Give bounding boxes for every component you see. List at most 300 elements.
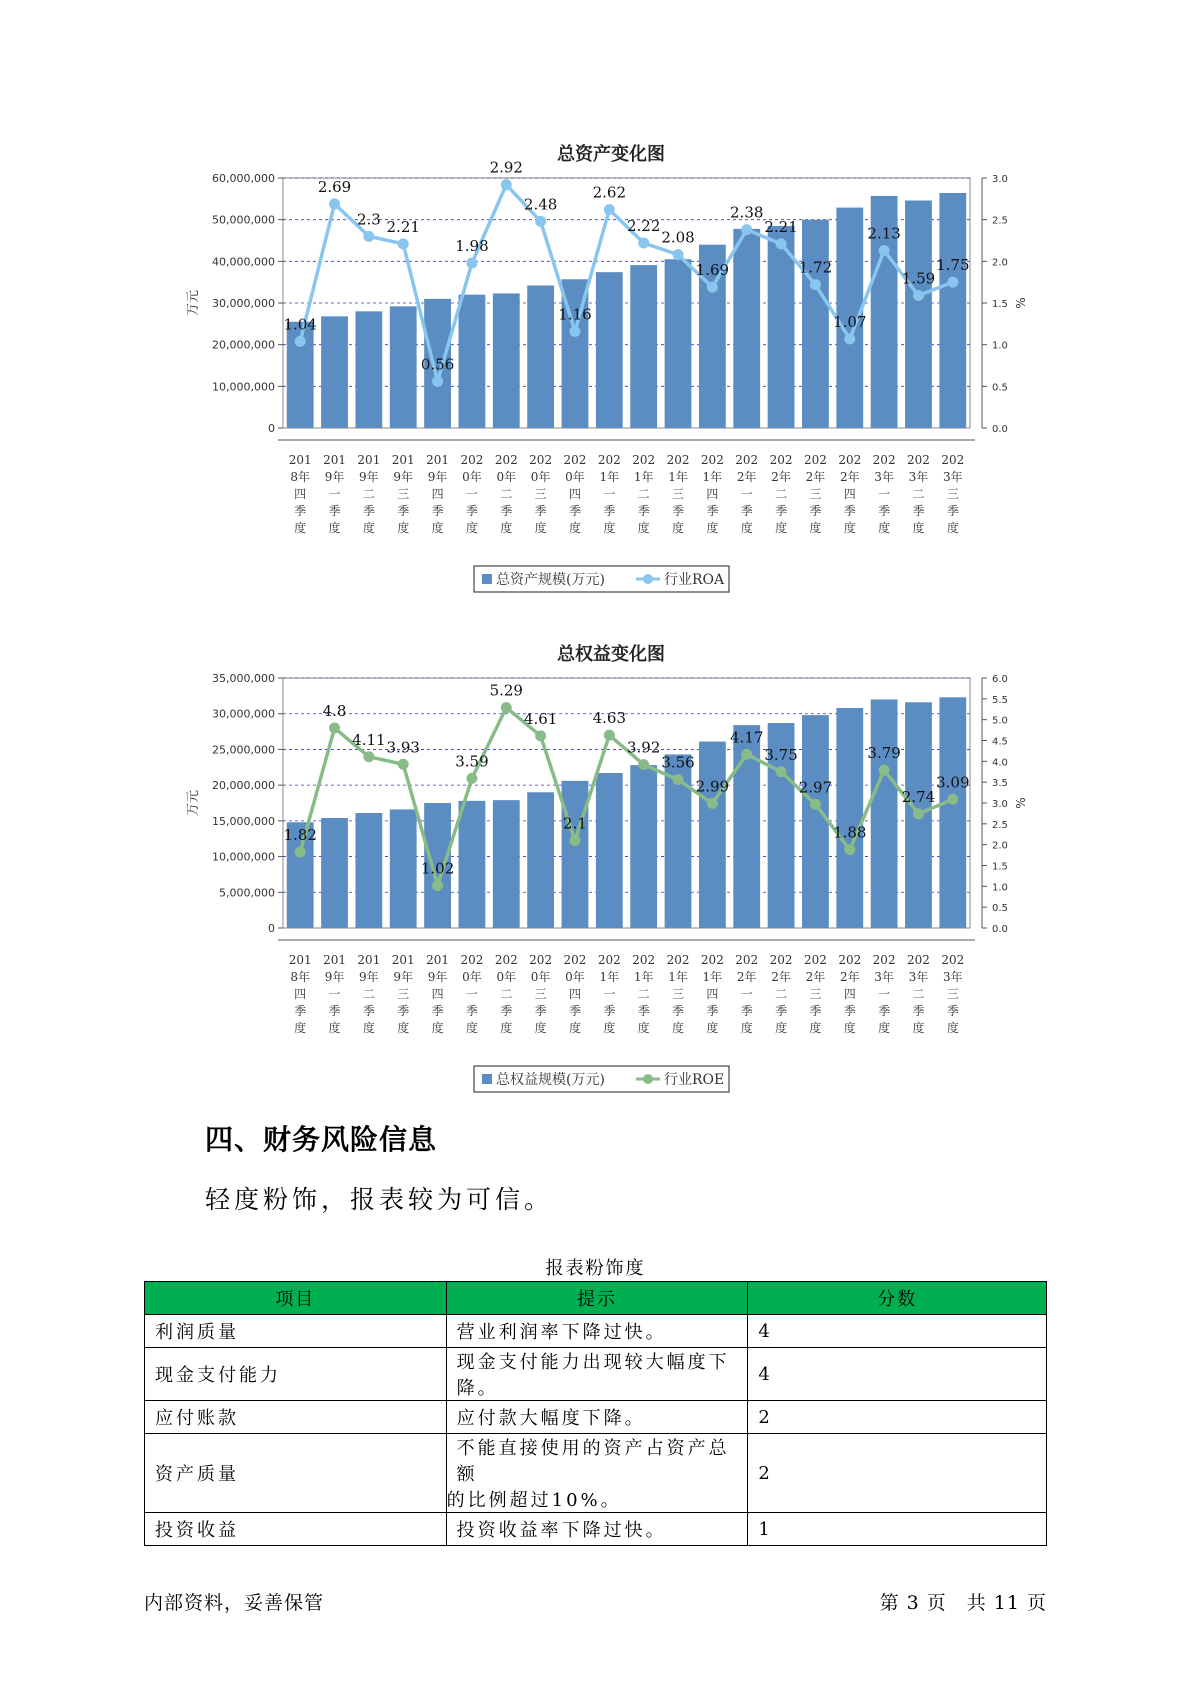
category-label bbox=[323, 453, 346, 535]
category-label-line: 度 bbox=[534, 521, 547, 535]
category-label-line: 202 bbox=[838, 953, 862, 967]
category-label-line: 季 bbox=[740, 1004, 753, 1018]
category-label-line: 三 bbox=[672, 987, 685, 1001]
line-point bbox=[466, 258, 477, 269]
category-label bbox=[357, 953, 380, 1035]
category-label bbox=[701, 953, 724, 1035]
category-label-line: 201 bbox=[288, 453, 312, 467]
line-point bbox=[844, 333, 855, 344]
cell-hint: 现金支付能力出现较大幅度下降。 bbox=[446, 1348, 748, 1401]
category-label-line: 三 bbox=[809, 487, 822, 501]
category-label-line: 3年 bbox=[943, 970, 963, 984]
category-label-line: 202 bbox=[666, 453, 690, 467]
bar bbox=[527, 792, 554, 928]
data-label: 2.74 bbox=[901, 787, 936, 806]
data-label: 3.75 bbox=[764, 745, 798, 764]
category-label-line: 2年 bbox=[771, 470, 791, 484]
category-label-line: 202 bbox=[494, 453, 518, 467]
cell-score: 1 bbox=[748, 1513, 1047, 1546]
category-label-line: 度 bbox=[672, 521, 685, 535]
bar bbox=[390, 809, 417, 928]
category-label-line: 三 bbox=[397, 987, 410, 1001]
cell-score: 4 bbox=[748, 1348, 1047, 1401]
category-label-line: 度 bbox=[362, 521, 375, 535]
category-label-line: 度 bbox=[706, 1021, 719, 1035]
category-label-line: 202 bbox=[632, 953, 656, 967]
category-label-line: 202 bbox=[529, 453, 553, 467]
category-label bbox=[804, 453, 827, 535]
line-point bbox=[810, 799, 821, 810]
category-label-line: 四 bbox=[843, 987, 856, 1001]
category-label-line: 季 bbox=[809, 1004, 822, 1018]
legend-line-marker bbox=[643, 1074, 653, 1084]
category-label-line: 季 bbox=[672, 504, 685, 518]
data-label: 1.16 bbox=[558, 305, 592, 324]
line-point bbox=[707, 798, 718, 809]
category-label-line: 202 bbox=[700, 453, 724, 467]
line-point bbox=[363, 751, 374, 762]
line-point bbox=[466, 773, 477, 784]
left-tick-label: 15,000,000 bbox=[212, 814, 275, 828]
category-label-line: 度 bbox=[637, 521, 650, 535]
category-label-line: 二 bbox=[362, 987, 375, 1001]
line-point bbox=[810, 279, 821, 290]
data-label: 2.21 bbox=[764, 217, 798, 236]
category-label-line: 度 bbox=[637, 1021, 650, 1035]
data-label: 4.61 bbox=[523, 709, 558, 728]
category-label-line: 二 bbox=[637, 487, 650, 501]
left-tick-label: 0 bbox=[268, 422, 275, 435]
category-label-line: 度 bbox=[946, 521, 959, 535]
right-tick-label: 1.0 bbox=[992, 882, 1008, 894]
category-label-line: 三 bbox=[397, 487, 410, 501]
category-label-line: 季 bbox=[878, 1004, 891, 1018]
left-tick-label: 5,000,000 bbox=[219, 886, 275, 900]
left-tick-label: 50,000,000 bbox=[212, 213, 275, 227]
category-label-line: 201 bbox=[323, 453, 346, 467]
data-label: 3.92 bbox=[626, 738, 661, 757]
category-label-line: 一 bbox=[328, 487, 341, 501]
category-label-line: 0年 bbox=[530, 470, 551, 484]
left-tick-label: 25,000,000 bbox=[212, 743, 275, 757]
category-label-line: 202 bbox=[700, 953, 724, 967]
category-label-line: 202 bbox=[597, 453, 621, 467]
left-tick-label: 35,000,000 bbox=[212, 672, 275, 685]
cell-hint: 应付款大幅度下降。 bbox=[446, 1401, 748, 1434]
bar bbox=[390, 306, 417, 428]
line-point bbox=[673, 249, 684, 260]
legend-line-label: 行业ROA bbox=[664, 572, 725, 588]
category-label-line: 度 bbox=[431, 1021, 444, 1035]
category-label-line: 9年 bbox=[359, 970, 379, 984]
cell-hint: 投资收益率下降过快。 bbox=[446, 1513, 748, 1546]
category-label-line: 三 bbox=[534, 487, 547, 501]
category-label-line: 二 bbox=[500, 487, 513, 501]
bar bbox=[802, 715, 829, 928]
table-row bbox=[145, 1434, 1047, 1513]
legend-bar-label: 总资产规模(万元) bbox=[496, 572, 605, 588]
data-label: 2.3 bbox=[356, 210, 381, 229]
data-label: 2.22 bbox=[626, 217, 661, 235]
category-label-line: 季 bbox=[775, 1004, 788, 1018]
category-label-line: 一 bbox=[328, 987, 341, 1001]
category-label-line: 9年 bbox=[427, 470, 448, 484]
cell-score: 2 bbox=[748, 1401, 1047, 1434]
category-label-line: 202 bbox=[632, 453, 656, 467]
category-label-line: 度 bbox=[294, 1021, 307, 1035]
category-label-line: 季 bbox=[362, 504, 375, 518]
footer-page-number: 第 3 页 共 11 页 bbox=[879, 1592, 1047, 1614]
line-point bbox=[604, 730, 615, 741]
line-point bbox=[432, 376, 443, 387]
category-label-line: 度 bbox=[740, 521, 753, 535]
data-label: 3.59 bbox=[455, 752, 489, 771]
cell-hint: 营业利润率下降过快。 bbox=[446, 1315, 748, 1348]
legend-line-label: 行业ROE bbox=[664, 1072, 725, 1088]
category-label bbox=[632, 953, 655, 1035]
table-caption: 报表粉饰度 bbox=[545, 1258, 646, 1279]
left-tick-label: 30,000,000 bbox=[212, 297, 275, 310]
right-tick-label: 1.5 bbox=[992, 299, 1008, 310]
category-label-line: 季 bbox=[328, 1004, 341, 1018]
category-label-line: 202 bbox=[941, 453, 965, 467]
bar bbox=[493, 800, 520, 928]
category-label-line: 季 bbox=[740, 504, 753, 518]
category-label-line: 季 bbox=[294, 1004, 307, 1018]
category-label-line: 度 bbox=[568, 1021, 581, 1035]
category-label-line: 202 bbox=[563, 953, 587, 967]
data-label: 4.8 bbox=[322, 702, 347, 720]
chart-total-assets bbox=[0, 130, 1191, 600]
category-label-line: 季 bbox=[809, 504, 822, 518]
category-label bbox=[667, 453, 690, 535]
category-label-line: 度 bbox=[465, 521, 478, 535]
line-point bbox=[535, 216, 546, 227]
category-label-line: 201 bbox=[323, 953, 346, 967]
right-tick-label: 2.0 bbox=[992, 840, 1008, 852]
data-label: 1.69 bbox=[695, 261, 730, 280]
category-label-line: 季 bbox=[706, 504, 719, 518]
category-label-line: 季 bbox=[568, 504, 581, 518]
category-label-line: 度 bbox=[775, 521, 788, 535]
category-label-line: 三 bbox=[672, 487, 685, 501]
category-label-line: 202 bbox=[735, 453, 759, 467]
chart-total-equity-svg bbox=[0, 630, 1191, 1100]
category-label bbox=[495, 953, 518, 1035]
line-point bbox=[638, 759, 649, 770]
category-label bbox=[323, 953, 346, 1035]
category-label-line: 季 bbox=[431, 504, 444, 518]
category-label bbox=[907, 953, 930, 1035]
category-label-line: 度 bbox=[809, 1021, 822, 1035]
category-label-line: 0年 bbox=[496, 470, 517, 484]
right-tick-label: 5.0 bbox=[992, 715, 1008, 727]
category-label bbox=[735, 453, 758, 535]
category-label-line: 3年 bbox=[874, 470, 894, 484]
chart-title: 总权益变化图 bbox=[557, 644, 665, 665]
category-label-line: 0年 bbox=[496, 970, 517, 984]
table-row bbox=[145, 1348, 1047, 1401]
legend-bar-swatch bbox=[482, 574, 492, 584]
category-label-line: 四 bbox=[843, 487, 856, 501]
category-label-line: 度 bbox=[500, 1021, 513, 1035]
category-label-line: 季 bbox=[946, 504, 959, 518]
category-label-line: 202 bbox=[907, 453, 930, 467]
table-row bbox=[145, 1315, 1047, 1348]
category-label bbox=[838, 953, 861, 1035]
data-label: 2.08 bbox=[661, 228, 695, 247]
category-label-line: 9年 bbox=[393, 970, 414, 984]
category-label-line: 二 bbox=[362, 487, 375, 501]
right-tick-label: 4.0 bbox=[992, 757, 1008, 769]
right-tick-label: 3.5 bbox=[992, 778, 1008, 790]
right-tick-label: 2.0 bbox=[992, 257, 1008, 269]
category-label-line: 二 bbox=[637, 987, 650, 1001]
category-label-line: 三 bbox=[534, 987, 547, 1001]
bar bbox=[459, 295, 486, 428]
right-tick-label: 2.5 bbox=[992, 819, 1008, 831]
bar bbox=[596, 272, 623, 428]
line-point bbox=[329, 198, 340, 209]
line-point bbox=[879, 245, 890, 256]
category-label-line: 2年 bbox=[736, 970, 757, 984]
bar bbox=[733, 229, 760, 428]
category-label-line: 四 bbox=[431, 487, 444, 501]
category-label-line: 一 bbox=[740, 987, 753, 1001]
category-label-line: 度 bbox=[603, 1021, 616, 1035]
bar bbox=[939, 697, 966, 928]
category-label-line: 季 bbox=[775, 504, 788, 518]
category-label-line: 202 bbox=[494, 953, 518, 967]
category-label bbox=[564, 453, 587, 535]
category-label-line: 三 bbox=[946, 987, 959, 1001]
category-label bbox=[426, 453, 449, 535]
bar bbox=[493, 293, 520, 428]
bar bbox=[562, 781, 589, 928]
category-label bbox=[357, 453, 380, 535]
category-label-line: 一 bbox=[603, 487, 616, 501]
category-label bbox=[701, 453, 724, 535]
right-tick-label: 4.5 bbox=[992, 736, 1008, 748]
category-label-line: 2年 bbox=[736, 470, 757, 484]
category-label-line: 一 bbox=[878, 987, 891, 1001]
line-point bbox=[295, 847, 306, 858]
line-point bbox=[673, 774, 684, 785]
category-label-line: 三 bbox=[946, 487, 959, 501]
category-label-line: 度 bbox=[946, 1021, 959, 1035]
right-axis-title: % bbox=[1014, 797, 1028, 809]
category-label-line: 202 bbox=[803, 953, 827, 967]
category-label-line: 季 bbox=[637, 504, 650, 518]
category-label bbox=[529, 953, 552, 1035]
category-label-line: 202 bbox=[460, 453, 484, 467]
data-label: 1.72 bbox=[798, 258, 833, 277]
category-label-line: 度 bbox=[912, 521, 925, 535]
category-label-line: 201 bbox=[426, 953, 450, 967]
category-label-line: 季 bbox=[431, 1004, 444, 1018]
line-point bbox=[879, 765, 890, 776]
category-label-line: 201 bbox=[426, 453, 450, 467]
category-label-line: 2年 bbox=[839, 470, 860, 484]
category-label-line: 季 bbox=[843, 1004, 856, 1018]
line-point bbox=[501, 702, 512, 713]
category-label-line: 8年 bbox=[290, 470, 310, 484]
category-label bbox=[804, 953, 827, 1035]
category-label-line: 3年 bbox=[908, 970, 929, 984]
category-label-line: 二 bbox=[775, 487, 788, 501]
data-label: 2.48 bbox=[523, 195, 558, 214]
category-label-line: 1年 bbox=[702, 970, 723, 984]
category-label-line: 一 bbox=[465, 487, 478, 501]
category-label-line: 季 bbox=[465, 504, 478, 518]
legend-bar-swatch bbox=[482, 1074, 492, 1084]
category-label bbox=[460, 453, 483, 535]
data-label: 2.13 bbox=[867, 224, 901, 243]
section-summary: 轻度粉饰，报表较为可信。 bbox=[205, 1185, 554, 1214]
category-label bbox=[735, 953, 758, 1035]
category-label bbox=[632, 453, 655, 535]
bar bbox=[355, 813, 382, 928]
cell-score: 4 bbox=[748, 1315, 1047, 1348]
category-label-line: 度 bbox=[294, 521, 307, 535]
category-label-line: 2年 bbox=[771, 970, 791, 984]
category-label-line: 季 bbox=[500, 1004, 513, 1018]
category-label-line: 季 bbox=[568, 1004, 581, 1018]
bar bbox=[836, 708, 863, 928]
left-tick-label: 20,000,000 bbox=[212, 338, 275, 352]
category-label-line: 0年 bbox=[530, 970, 551, 984]
category-label-line: 季 bbox=[534, 504, 547, 518]
left-tick-label: 30,000,000 bbox=[212, 707, 275, 721]
category-label-line: 2年 bbox=[839, 970, 860, 984]
line-point bbox=[432, 880, 443, 891]
category-label-line: 季 bbox=[465, 1004, 478, 1018]
left-tick-label: 10,000,000 bbox=[212, 850, 275, 864]
data-label: 1.04 bbox=[283, 315, 317, 334]
category-label bbox=[289, 453, 312, 535]
bar bbox=[665, 259, 692, 428]
category-label bbox=[941, 953, 964, 1035]
category-label bbox=[495, 453, 518, 535]
category-label-line: 202 bbox=[769, 453, 793, 467]
category-label-line: 202 bbox=[838, 453, 862, 467]
data-label: 2.21 bbox=[386, 217, 420, 236]
category-label-line: 202 bbox=[563, 453, 587, 467]
cell-item: 现金支付能力 bbox=[145, 1348, 447, 1401]
category-label-line: 度 bbox=[362, 1021, 375, 1035]
line-point bbox=[776, 766, 787, 777]
data-label: 1.07 bbox=[833, 312, 867, 331]
line-point bbox=[295, 336, 306, 347]
category-label-line: 四 bbox=[568, 487, 581, 501]
category-label-line: 度 bbox=[775, 1021, 788, 1035]
category-label-line: 202 bbox=[941, 953, 965, 967]
line-point bbox=[776, 238, 787, 249]
category-label-line: 度 bbox=[878, 1021, 891, 1035]
left-axis-title: 万元 bbox=[186, 289, 201, 317]
category-label-line: 201 bbox=[357, 953, 381, 967]
category-label-line: 0年 bbox=[565, 470, 585, 484]
line-point bbox=[947, 794, 958, 805]
category-label-line: 202 bbox=[803, 453, 827, 467]
category-label-line: 二 bbox=[912, 487, 925, 501]
bar bbox=[459, 801, 486, 928]
data-label: 4.63 bbox=[592, 709, 627, 728]
category-label-line: 季 bbox=[672, 1004, 685, 1018]
data-label: 3.09 bbox=[936, 773, 970, 792]
category-label-line: 201 bbox=[357, 453, 381, 467]
category-label-line: 季 bbox=[397, 504, 410, 518]
data-label: 2.1 bbox=[563, 814, 587, 833]
chart-title: 总资产变化图 bbox=[557, 144, 665, 165]
bar bbox=[630, 265, 657, 428]
category-label-line: 三 bbox=[809, 987, 822, 1001]
data-label: 2.69 bbox=[317, 177, 352, 196]
category-label-line: 202 bbox=[735, 953, 759, 967]
right-tick-label: 0.0 bbox=[992, 924, 1008, 935]
bar bbox=[355, 311, 382, 428]
category-label-line: 202 bbox=[460, 953, 484, 967]
category-label-line: 度 bbox=[672, 1021, 685, 1035]
category-label bbox=[873, 453, 896, 535]
category-label-line: 9年 bbox=[324, 970, 345, 984]
category-label-line: 3年 bbox=[874, 970, 894, 984]
cell-item: 资产质量 bbox=[145, 1434, 447, 1513]
line-point bbox=[707, 282, 718, 293]
data-label: 1.02 bbox=[420, 859, 455, 878]
category-label bbox=[426, 953, 449, 1035]
chart-total-assets-svg bbox=[0, 130, 1191, 600]
line-point bbox=[638, 238, 649, 249]
category-label-line: 四 bbox=[294, 987, 307, 1001]
category-label-line: 3年 bbox=[908, 470, 929, 484]
risk-table bbox=[144, 1281, 1047, 1546]
category-label bbox=[770, 453, 793, 535]
category-label-line: 季 bbox=[912, 504, 925, 518]
data-label: 3.56 bbox=[661, 753, 695, 772]
category-label-line: 202 bbox=[769, 953, 793, 967]
bar bbox=[871, 699, 898, 928]
line-point bbox=[569, 835, 580, 846]
category-label-line: 四 bbox=[706, 987, 719, 1001]
category-label-line: 季 bbox=[294, 504, 307, 518]
category-label-line: 202 bbox=[597, 953, 621, 967]
cell-hint: 不能直接使用的资产占资产总额 的比例超过10%。 bbox=[446, 1434, 748, 1513]
data-label: 1.88 bbox=[833, 823, 867, 842]
line-point bbox=[947, 277, 958, 288]
line-point bbox=[844, 844, 855, 855]
data-label: 4.11 bbox=[352, 730, 386, 749]
category-label bbox=[873, 953, 896, 1035]
cell-item: 应付账款 bbox=[145, 1401, 447, 1434]
category-label-line: 9年 bbox=[359, 470, 379, 484]
data-label: 1.98 bbox=[455, 237, 489, 255]
bar bbox=[699, 742, 726, 928]
right-tick-label: 0.5 bbox=[992, 903, 1008, 915]
data-label: 0.56 bbox=[420, 355, 455, 374]
category-label-line: 1年 bbox=[702, 470, 723, 484]
category-label-line: 季 bbox=[637, 1004, 650, 1018]
line-point bbox=[501, 179, 512, 190]
category-label-line: 季 bbox=[706, 1004, 719, 1018]
category-label bbox=[941, 453, 964, 535]
category-label-line: 四 bbox=[706, 487, 719, 501]
category-label-line: 202 bbox=[907, 953, 930, 967]
category-label-line: 季 bbox=[534, 1004, 547, 1018]
category-label-line: 202 bbox=[666, 953, 690, 967]
line-point bbox=[741, 224, 752, 235]
category-label-line: 季 bbox=[397, 1004, 410, 1018]
